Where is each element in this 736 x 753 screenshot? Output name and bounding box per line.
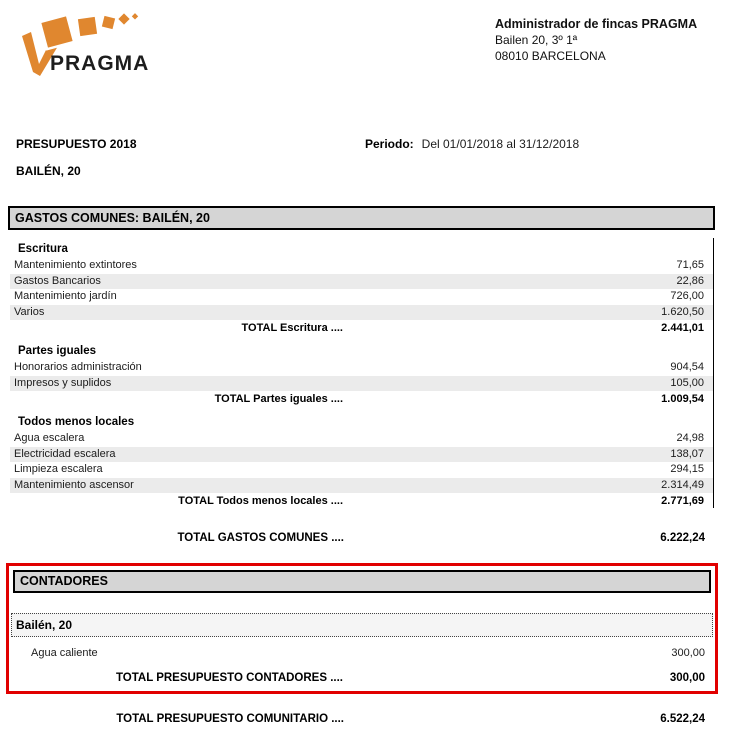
contadores-header-bar: CONTADORES: [13, 570, 711, 593]
expense-row: [9, 646, 715, 662]
community-total-line: [0, 711, 736, 727]
expense-row: [10, 289, 713, 305]
expense-row: [10, 258, 713, 274]
expense-amount: 138,07: [670, 447, 704, 460]
expense-label: Electricidad escalera: [14, 447, 116, 460]
gastos-total-amount: 6.222,24: [660, 532, 705, 544]
expense-label: Limpieza escalera: [14, 463, 103, 475]
building-title: BAILÉN, 20: [16, 164, 81, 178]
expense-amount: 24,98: [676, 432, 704, 444]
pragma-logo-mark: [12, 6, 212, 96]
expense-amount: 71,65: [676, 259, 704, 271]
expense-group: [10, 414, 713, 509]
company-address-line1: Bailen 20, 3º 1ª: [495, 33, 578, 47]
expense-amount: 22,86: [676, 274, 704, 287]
expense-row: [10, 462, 713, 478]
contadores-total-label: TOTAL PRESUPUESTO CONTADORES ....: [115, 672, 343, 684]
document-title: PRESUPUESTO 2018: [16, 137, 137, 151]
group-total-row: [10, 391, 713, 407]
group-title: Escritura: [18, 243, 68, 255]
expense-label: Mantenimiento ascensor: [14, 478, 134, 491]
expense-row: [10, 447, 713, 463]
company-info: [495, 16, 697, 64]
gastos-table: [10, 238, 714, 508]
expense-amount: 904,54: [670, 361, 704, 373]
period-value: Del 01/01/2018 al 31/12/2018: [421, 137, 580, 151]
group-total-row: [10, 493, 713, 509]
expense-label: Varios: [14, 305, 45, 318]
expense-row: [10, 376, 713, 392]
gastos-total-line: [0, 530, 736, 546]
expense-label: Impresos y suplidos: [14, 376, 112, 389]
expense-label: Mantenimiento jardín: [14, 290, 117, 302]
expense-row: [10, 478, 713, 494]
period-label: Periodo:: [365, 137, 414, 151]
group-total-label: TOTAL Todos menos locales ....: [178, 495, 343, 507]
group-total-label: TOTAL Partes iguales ....: [214, 393, 343, 405]
expense-row: [10, 431, 713, 447]
company-name: Administrador de fincas PRAGMA: [495, 17, 698, 31]
expense-group: [10, 343, 713, 407]
group-total-amount: 2.771,69: [661, 495, 704, 507]
expense-label: Agua escalera: [14, 432, 85, 444]
contadores-rows: [9, 646, 715, 662]
contadores-building-bar: Bailén, 20: [11, 613, 713, 637]
gastos-comunes-header-bar: GASTOS COMUNES: BAILÉN, 20: [8, 206, 715, 230]
community-total-amount: 6.522,24: [660, 713, 705, 725]
expense-amount: 2.314,49: [661, 478, 704, 491]
expense-row: [10, 305, 713, 321]
community-total-label: TOTAL PRESUPUESTO COMUNITARIO ....: [116, 713, 344, 725]
pragma-logo: [12, 6, 212, 96]
group-total-row: [10, 320, 713, 336]
expense-amount: 1.620,50: [661, 305, 704, 318]
expense-label: Agua caliente: [31, 647, 98, 659]
expense-row: [10, 360, 713, 376]
group-total-amount: 1.009,54: [661, 393, 704, 405]
contadores-total-amount: 300,00: [669, 672, 705, 684]
group-title: Todos menos locales: [18, 416, 135, 428]
company-address-line2: 08010 BARCELONA: [495, 49, 606, 63]
group-total-label: TOTAL Escritura ....: [241, 322, 343, 334]
group-title: Partes iguales: [18, 345, 96, 357]
expense-label: Gastos Bancarios: [14, 274, 101, 287]
contadores-total-line: [9, 670, 715, 686]
expense-label: Mantenimiento extintores: [14, 259, 137, 271]
expense-label: Honorarios administración: [14, 361, 142, 373]
pragma-logo-text: PRAGMA: [50, 52, 150, 75]
period-line: [365, 137, 579, 151]
expense-amount: 105,00: [670, 376, 704, 389]
expense-amount: 294,15: [670, 463, 704, 475]
expense-group: [10, 241, 713, 336]
expense-amount: 726,00: [670, 290, 704, 302]
expense-row: [10, 274, 713, 290]
contadores-highlight-box: [6, 563, 718, 694]
group-total-amount: 2.441,01: [661, 322, 704, 334]
expense-amount: 300,00: [671, 647, 705, 659]
gastos-total-label: TOTAL GASTOS COMUNES ....: [177, 532, 344, 544]
